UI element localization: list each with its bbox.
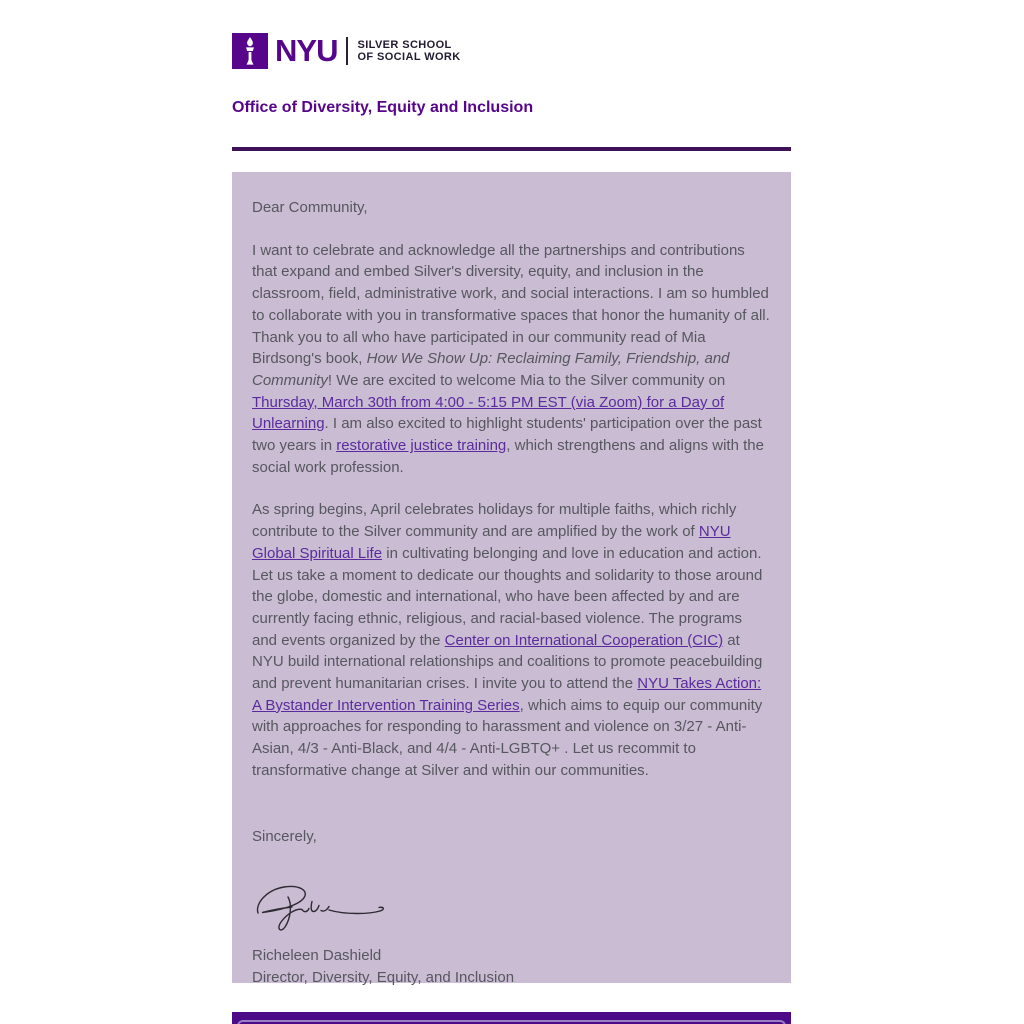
text-run: , which strengthens and aligns with the social work profession. [252, 437, 764, 476]
text-run: in cultivating belonging and love in education and action. Let us take a moment to dedicate our thoughts and solidarity to those around the globe, domestic and international, who have been affected by and are currently facing ethnic, religious, and racial-based violence. The programs and events organized by the [252, 544, 763, 649]
text-run: . I am also excited to highlight students' participation over the past two years in [252, 415, 762, 455]
inline-link[interactable]: NYU Global Spiritual Life [252, 523, 731, 562]
letter-paragraph-2 [252, 499, 771, 781]
school-name-line1: SILVER SCHOOL [357, 38, 452, 51]
text-run: , which aims to equip our community with approaches for responding to harassment and violence on 3/27 - Anti-Asian, 4/3 - Anti-Black, and 4/4 - Anti-LGBTQ+ . Let us recommit to transformative change at Silver and within our communities. [252, 696, 763, 779]
school-name [357, 39, 460, 64]
signature-name: Richeleen Dashield [252, 947, 382, 965]
torch-icon [241, 36, 259, 66]
school-name-line2: OF SOCIAL WORK [357, 51, 461, 63]
office-title: Office of Diversity, Equity and Inclusion [232, 99, 534, 116]
next-section-bar [232, 1012, 791, 1024]
inline-link[interactable]: Thursday, March 30th from 4:00 - 5:15 PM EST (via Zoom) for a Day of Unlearning [252, 393, 725, 433]
nyu-wordmark: NYU [275, 33, 338, 68]
header-divider-rule [232, 147, 791, 151]
nyu-torch-logo [232, 33, 268, 69]
text-run: As spring begins, April celebrates holidays for multiple faiths, which richly contribute to the Silver community and are amplified by the work of [252, 501, 737, 541]
nyu-silver-logo[interactable] [232, 33, 461, 69]
inline-link[interactable]: restorative justice training [336, 437, 507, 455]
letter-paragraph-1 [252, 240, 771, 479]
signature-image [254, 880, 392, 936]
signature-title: Director, Diversity, Equity, and Inclusion [252, 968, 515, 986]
inline-link[interactable]: NYU Takes Action: A Bystander Intervention Training Series [252, 675, 762, 714]
text-run: ! We are excited to welcome Mia to the Silver community on [327, 371, 726, 389]
logo-separator [346, 37, 348, 65]
next-section-inner-border [237, 1020, 786, 1024]
salutation: Dear Community, [252, 199, 368, 216]
text-run: I want to celebrate and acknowledge all the partnerships and contributions that expand and embed Silver's diversity, equity, and inclusion in the classroom, field, administrative work, and social interactions. I am so humbled to collaborate with you in transformative spaces that honor the humanity of all. Thank you to all who have participated in our community read of Mia Birdsong's book, [252, 241, 770, 368]
text-run: at NYU build international relationships and coalitions to promote peacebuilding and prevent humanitarian crises. I invite you to attend the [252, 631, 763, 693]
letter-body [232, 172, 791, 986]
book-title-italic: How We Show Up: Reclaiming Family, Friendship, and Community [252, 350, 730, 389]
inline-link[interactable]: Center on International Cooperation (CIC) [444, 631, 724, 649]
closing: Sincerely, [252, 827, 317, 845]
